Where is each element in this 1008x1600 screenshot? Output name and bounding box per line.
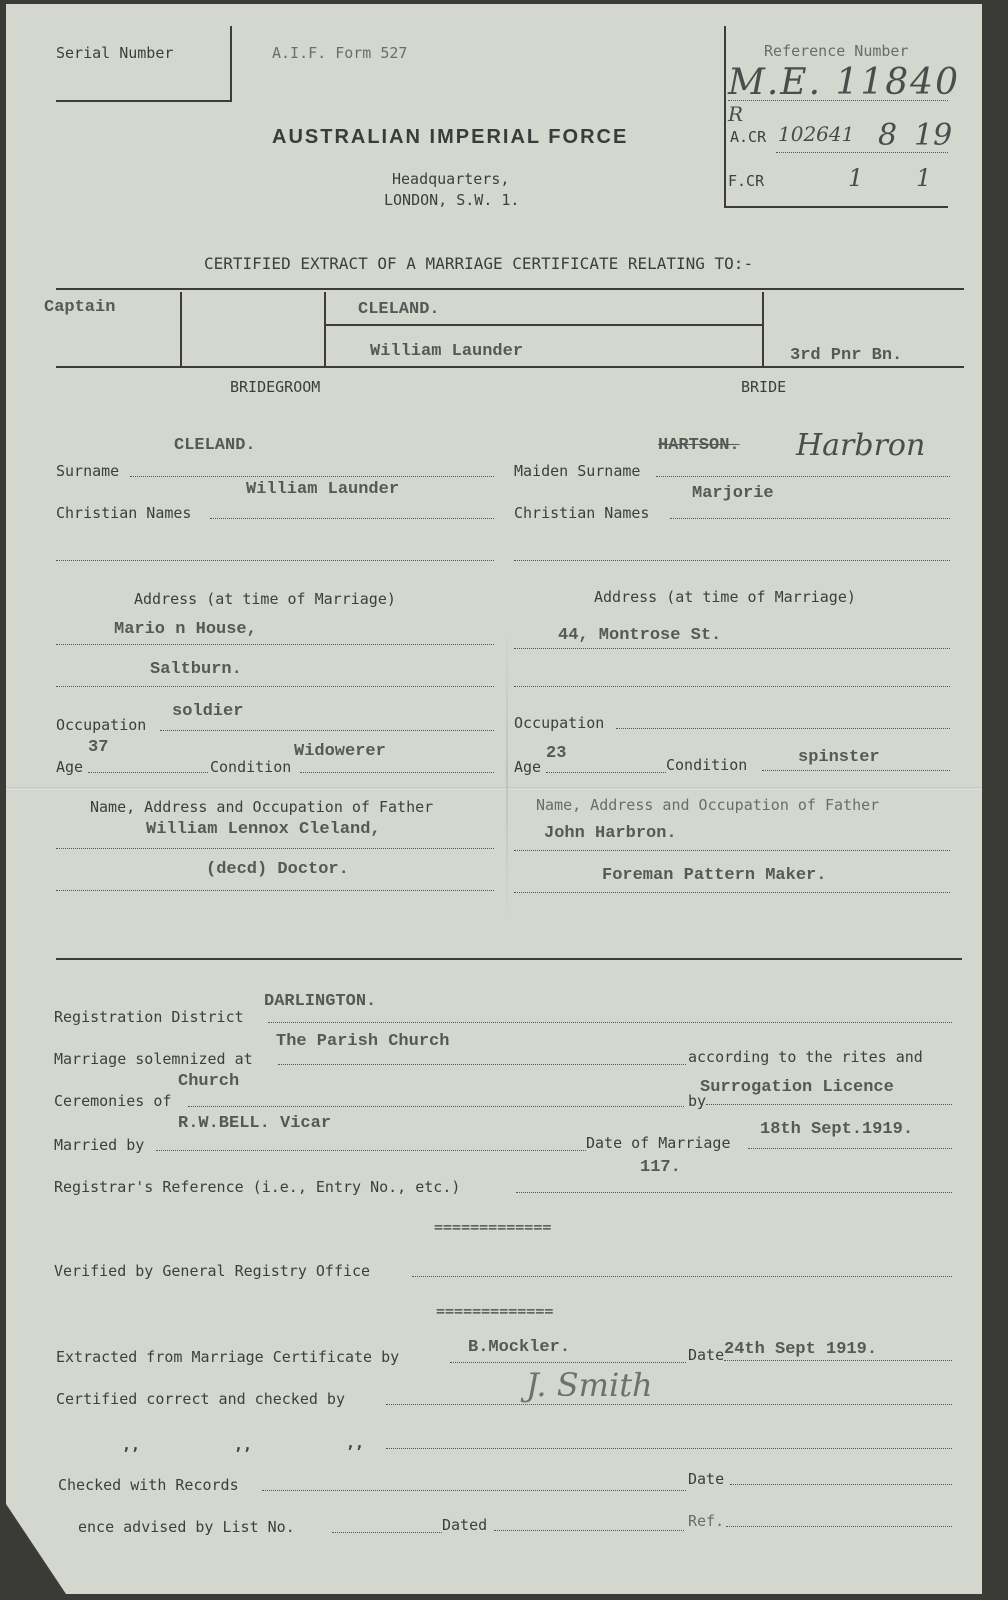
extracted-label: Extracted from Marriage Certificate by [56,1348,400,1366]
groom-surname-value: CLELAND. [174,436,256,455]
date-of-marriage-line [748,1148,952,1149]
reference-number-label: Reference Number [764,42,909,60]
bride-father-label: Name, Address and Occupation of Father [536,796,880,814]
checked-records-label: Checked with Records [58,1476,239,1494]
registration-district-line [268,1022,952,1023]
serial-box-bottom-rule [56,100,232,102]
groom-occupation-value: soldier [172,702,244,721]
dated-label: Dated [442,1516,488,1534]
reference-box-left-rule [724,26,726,208]
bride-christian-names-value: Marjorie [692,484,774,503]
groom-condition-label: Condition [210,758,292,776]
acr-figure-2: 19 [914,118,953,153]
registration-district-value: DARLINGTON. [264,992,377,1011]
reference-box-bottom-rule [724,206,948,208]
london-line: LONDON, S.W. 1. [384,191,520,209]
groom-father-line1-rule [56,848,494,849]
ditto-mark-3: ,, [346,1434,365,1452]
licence-value: Surrogation Licence [700,1078,894,1097]
bride-address-label: Address (at time of Marriage) [594,588,856,606]
date-of-marriage-value: 18th Sept.1919. [760,1120,914,1139]
groom-christian-names-line [210,518,494,519]
date-of-marriage-label: Date of Marriage [586,1134,731,1152]
groom-surname-label: Surname [56,462,120,480]
soldier-unit: 3rd Pnr Bn. [790,346,903,365]
bride-christian-names-label: Christian Names [514,504,650,522]
ceremonies-value: Church [178,1072,240,1091]
married-by-line [156,1150,586,1151]
soldier-table-inner-rule [324,324,764,326]
extracted-date-value: 24th Sept 1919. [724,1340,878,1359]
torn-corner [6,1504,66,1594]
bride-father-line1: John Harbron. [544,824,677,843]
form-number-label: A.I.F. Form 527 [272,44,408,62]
serial-box-right-rule [230,26,232,100]
vertical-fold-crease [506,624,508,924]
bride-surname-handwritten: Harbron [796,428,926,463]
groom-age-line [88,772,208,773]
bride-condition-label: Condition [666,756,748,774]
registration-district-label: Registration District [54,1008,244,1026]
verified-label: Verified by General Registry Office [54,1262,371,1280]
soldier-christian-names: William Launder [370,342,524,361]
certified-line [386,1404,952,1405]
ref-line [726,1526,952,1527]
solemnized-line [278,1064,686,1065]
licence-line [706,1104,952,1105]
bride-address-line2-rule [514,686,950,687]
groom-surname-line [130,476,494,477]
groom-age-label: Age [56,758,84,776]
ceremonies-label: Ceremonies of [54,1092,172,1110]
bride-occupation-label: Occupation [514,714,605,732]
registrar-reference-line [516,1192,952,1193]
bride-father-line2-rule [514,892,950,893]
acr-line [776,152,948,153]
groom-father-line1: William Lennox Cleland, [146,820,381,839]
groom-extra-line [56,560,494,561]
groom-occupation-label: Occupation [56,716,147,734]
soldier-rank: Captain [44,298,116,317]
bride-occupation-line [616,728,950,729]
acr-value: 102641 [778,122,855,146]
verified-line [412,1276,952,1277]
section-divider-rule [56,958,962,960]
headquarters-line: Headquarters, [392,170,510,188]
soldier-table-divider-3 [762,292,764,366]
ceremonies-line [188,1106,684,1107]
registrar-reference-value: 117. [640,1158,681,1177]
reference-number-value: M.E. 11840 [728,62,960,103]
bride-extra-line [514,560,950,561]
extracted-by-value: B.Mockler. [468,1338,571,1357]
groom-father-line2-rule [56,890,494,891]
bride-age-label: Age [514,758,542,776]
bride-age-line [546,772,666,773]
bride-age-value: 23 [546,744,567,763]
reference-number-line [728,100,948,101]
bride-address-line1: 44, Montrose St. [558,626,722,645]
ditto-mark-1: ,, [122,1436,141,1454]
extracted-date-line [724,1360,952,1361]
bride-christian-names-line [670,518,950,519]
soldier-table-bottom-rule [56,366,964,368]
bride-maiden-surname-label: Maiden Surname [514,462,641,480]
document-title: AUSTRALIAN IMPERIAL FORCE [272,126,629,148]
marriage-certificate-document [6,4,982,1594]
list-advised-label: ence advised by List No. [78,1518,295,1536]
soldier-table-divider-1 [180,292,182,366]
bride-condition-line [762,770,950,771]
certified-signature: J. Smith [526,1366,653,1404]
groom-address-line1: Mario n House, [114,620,257,639]
separator-1: ============= [434,1218,552,1236]
groom-christian-names-value: William Launder [246,480,400,499]
solemnized-label: Marriage solemnized at [54,1050,253,1068]
checked-records-line [262,1490,686,1491]
married-by-label: Married by [54,1136,145,1154]
bride-father-line1-rule [514,850,950,851]
extracted-by-line [450,1362,686,1363]
bride-surname-typed: HARTSON. [658,436,740,455]
acr-label: A.CR [730,128,767,146]
married-by-value: R.W.BELL. Vicar [178,1114,332,1133]
serial-number-label: Serial Number [56,44,174,62]
fcr-figure-1: 1 [848,164,864,192]
groom-age-value: 37 [88,738,109,757]
ditto-line [386,1448,952,1449]
horizontal-fold-crease [6,787,982,790]
bride-address-line1-rule [514,648,950,649]
soldier-table-top-rule [56,288,964,290]
groom-father-label: Name, Address and Occupation of Father [90,798,434,816]
groom-father-line2: (decd) Doctor. [206,860,349,879]
separator-2: ============= [436,1302,554,1320]
fcr-label: F.CR [728,172,765,190]
ref-label: Ref. [688,1512,725,1530]
groom-address-line1-rule [56,644,494,645]
extracted-date-label: Date [688,1346,725,1364]
rites-label: according to the rites and [688,1048,923,1066]
ditto-mark-2: ,, [234,1436,253,1454]
groom-occupation-line [160,730,494,731]
groom-condition-line [300,772,494,773]
r-mark: R [728,102,744,126]
soldier-surname: CLELAND. [358,300,440,319]
list-number-line [332,1532,442,1533]
groom-condition-value: Widowerer [294,742,386,761]
checked-date-label: Date [688,1470,725,1488]
certified-label: Certified correct and checked by [56,1390,345,1408]
acr-figure-1: 8 [878,118,898,153]
soldier-table-divider-2 [324,292,326,366]
solemnized-place-value: The Parish Church [276,1032,450,1051]
bridegroom-heading: BRIDEGROOM [230,378,321,396]
groom-address-line2-rule [56,686,494,687]
bride-father-line2: Foreman Pattern Maker. [602,866,827,885]
checked-date-line [730,1484,952,1485]
certificate-title: CERTIFIED EXTRACT OF A MARRIAGE CERTIFICATE RELATING TO:- [204,254,754,273]
dated-line [494,1530,684,1531]
registrar-reference-label: Registrar's Reference (i.e., Entry No., etc.) [54,1178,461,1196]
by-label: by [688,1092,707,1110]
fcr-figure-2: 1 [916,164,932,192]
bride-surname-line [656,476,950,477]
bride-condition-value: spinster [798,748,880,767]
bride-heading: BRIDE [741,378,787,396]
groom-christian-names-label: Christian Names [56,504,192,522]
groom-address-line2: Saltburn. [150,660,242,679]
groom-address-label: Address (at time of Marriage) [134,590,396,608]
